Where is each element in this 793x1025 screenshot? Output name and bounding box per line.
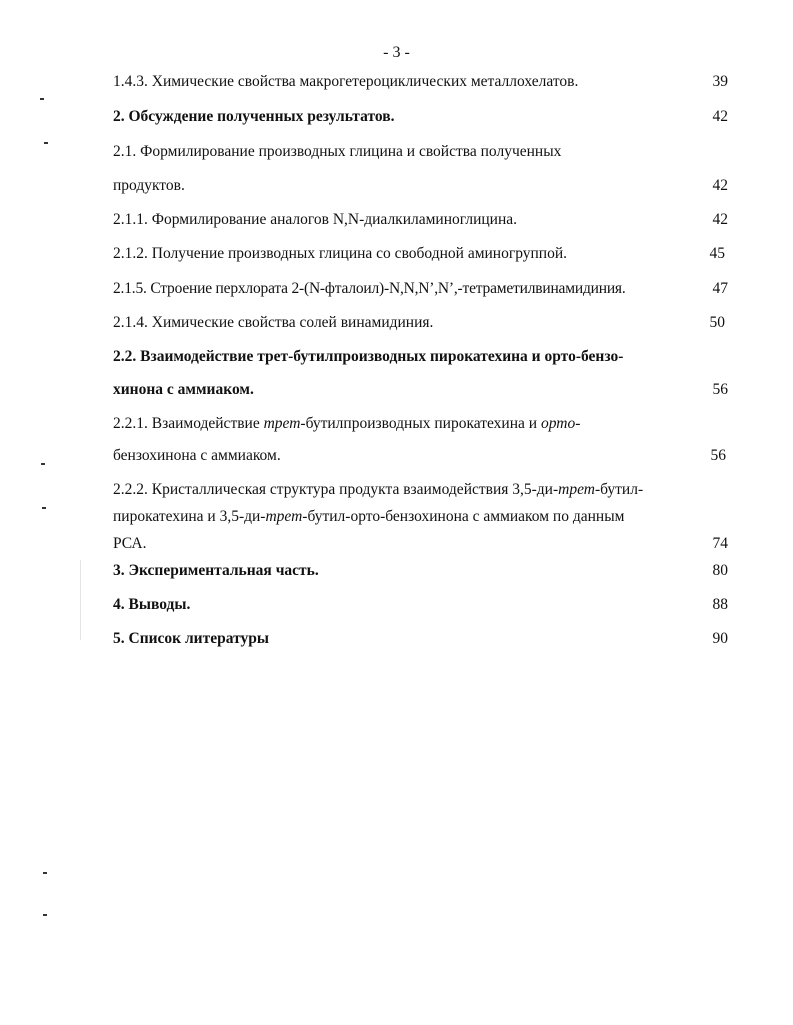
toc-page-5: 90: [712, 630, 728, 647]
toc-entry-2-2-2-part: 2.2.2. Кристаллическая структура продукта взаимодействия 3,5-ди-: [113, 481, 559, 498]
toc-entry-3: 3. Экспериментальная часть.: [113, 562, 319, 579]
toc-page-2-2: 56: [712, 381, 728, 398]
toc-page-2-1-5: 47: [712, 280, 728, 297]
toc-entry-4: 4. Выводы.: [113, 596, 191, 613]
scan-speck: [44, 142, 48, 144]
toc-page-2: 42: [712, 108, 728, 125]
toc-page-1-4-3: 39: [712, 73, 728, 90]
toc-entry-2-2-2-part: -бутил-: [594, 481, 644, 498]
toc-entry-2-2-cont: хинона с аммиаком.: [113, 381, 254, 398]
toc-entry-2-1-4: 2.1.4. Химические свойства солей винамидиния.: [113, 314, 434, 331]
scan-speck: [43, 914, 47, 916]
toc-entry-2-1: 2.1. Формилирование производных глицина и свойства полученных: [113, 143, 562, 160]
toc-entry-2-1-2: 2.1.2. Получение производных глицина со свободной аминогруппой.: [113, 245, 568, 262]
toc-entry-2: 2. Обсуждение полученных результатов.: [113, 108, 395, 125]
toc-entry-2-2-2-line3: РСА.: [113, 535, 147, 552]
toc-page-2-1-4: 50: [709, 314, 725, 331]
toc-page-2-1: 42: [712, 177, 728, 194]
toc-entry-2-1-5: 2.1.5. Строение перхлората 2-(N-фталоил)-N,N,N’,N’,-тетраметилвинамидиния.: [113, 280, 626, 297]
toc-entry-2-2-1-cont: бензохинона с аммиаком.: [113, 447, 281, 464]
toc-page-2-2-2: 74: [712, 535, 728, 552]
toc-entry-2-2-2: [113, 480, 643, 500]
toc-page-2-1-1: 42: [712, 211, 728, 228]
toc-entry-2-2-2-italic-tret: трет: [265, 508, 303, 525]
toc-entry-2-2-2-part: пирокатехина и 3,5-ди-: [113, 508, 266, 525]
toc-page-2-2-1: 56: [710, 447, 726, 464]
scan-speck: [40, 98, 44, 100]
toc-entry-2-2-1-part: -бутилпроизводных пирокатехина и: [300, 415, 541, 432]
toc-entry-2-1-cont: продуктов.: [113, 177, 185, 194]
scan-artifact-line: [80, 560, 81, 640]
toc-entry-2-2-2-italic-tret: трет: [558, 481, 595, 498]
toc-entry-2-2-1: [113, 414, 580, 434]
toc-entry-2-2-1-italic-tret: трет: [263, 415, 301, 432]
toc-entry-2-2-1-part: 2.2.1. Взаимодействие: [113, 415, 264, 432]
toc-entry-2-2: 2.2. Взаимодействие трет-бутилпроизводных пирокатехина и орто-бензо-: [113, 348, 624, 365]
toc-entry-1-4-3: 1.4.3. Химические свойства макрогетероциклических металлохелатов.: [113, 73, 579, 90]
scan-speck: [41, 463, 45, 465]
toc-entry-5: 5. Список литературы: [113, 630, 269, 647]
toc-entry-2-1-1: 2.1.1. Формилирование аналогов N,N-диалкиламиноглицина.: [113, 211, 518, 228]
scan-speck: [43, 872, 47, 874]
page-number: - 3 -: [383, 44, 410, 61]
toc-page-3: 80: [712, 562, 728, 579]
toc-entry-2-2-1-italic-orto: орто: [540, 415, 576, 432]
toc-entry-2-2-2-line2: [113, 507, 624, 527]
toc-page-4: 88: [712, 596, 728, 613]
toc-entry-2-2-2-part: -бутил-орто-бензохинона с аммиаком по данным: [302, 508, 625, 525]
toc-page-2-1-2: 45: [709, 245, 725, 262]
scan-speck: [42, 507, 46, 509]
toc-entry-2-2-1-hyphen: -: [575, 415, 581, 432]
